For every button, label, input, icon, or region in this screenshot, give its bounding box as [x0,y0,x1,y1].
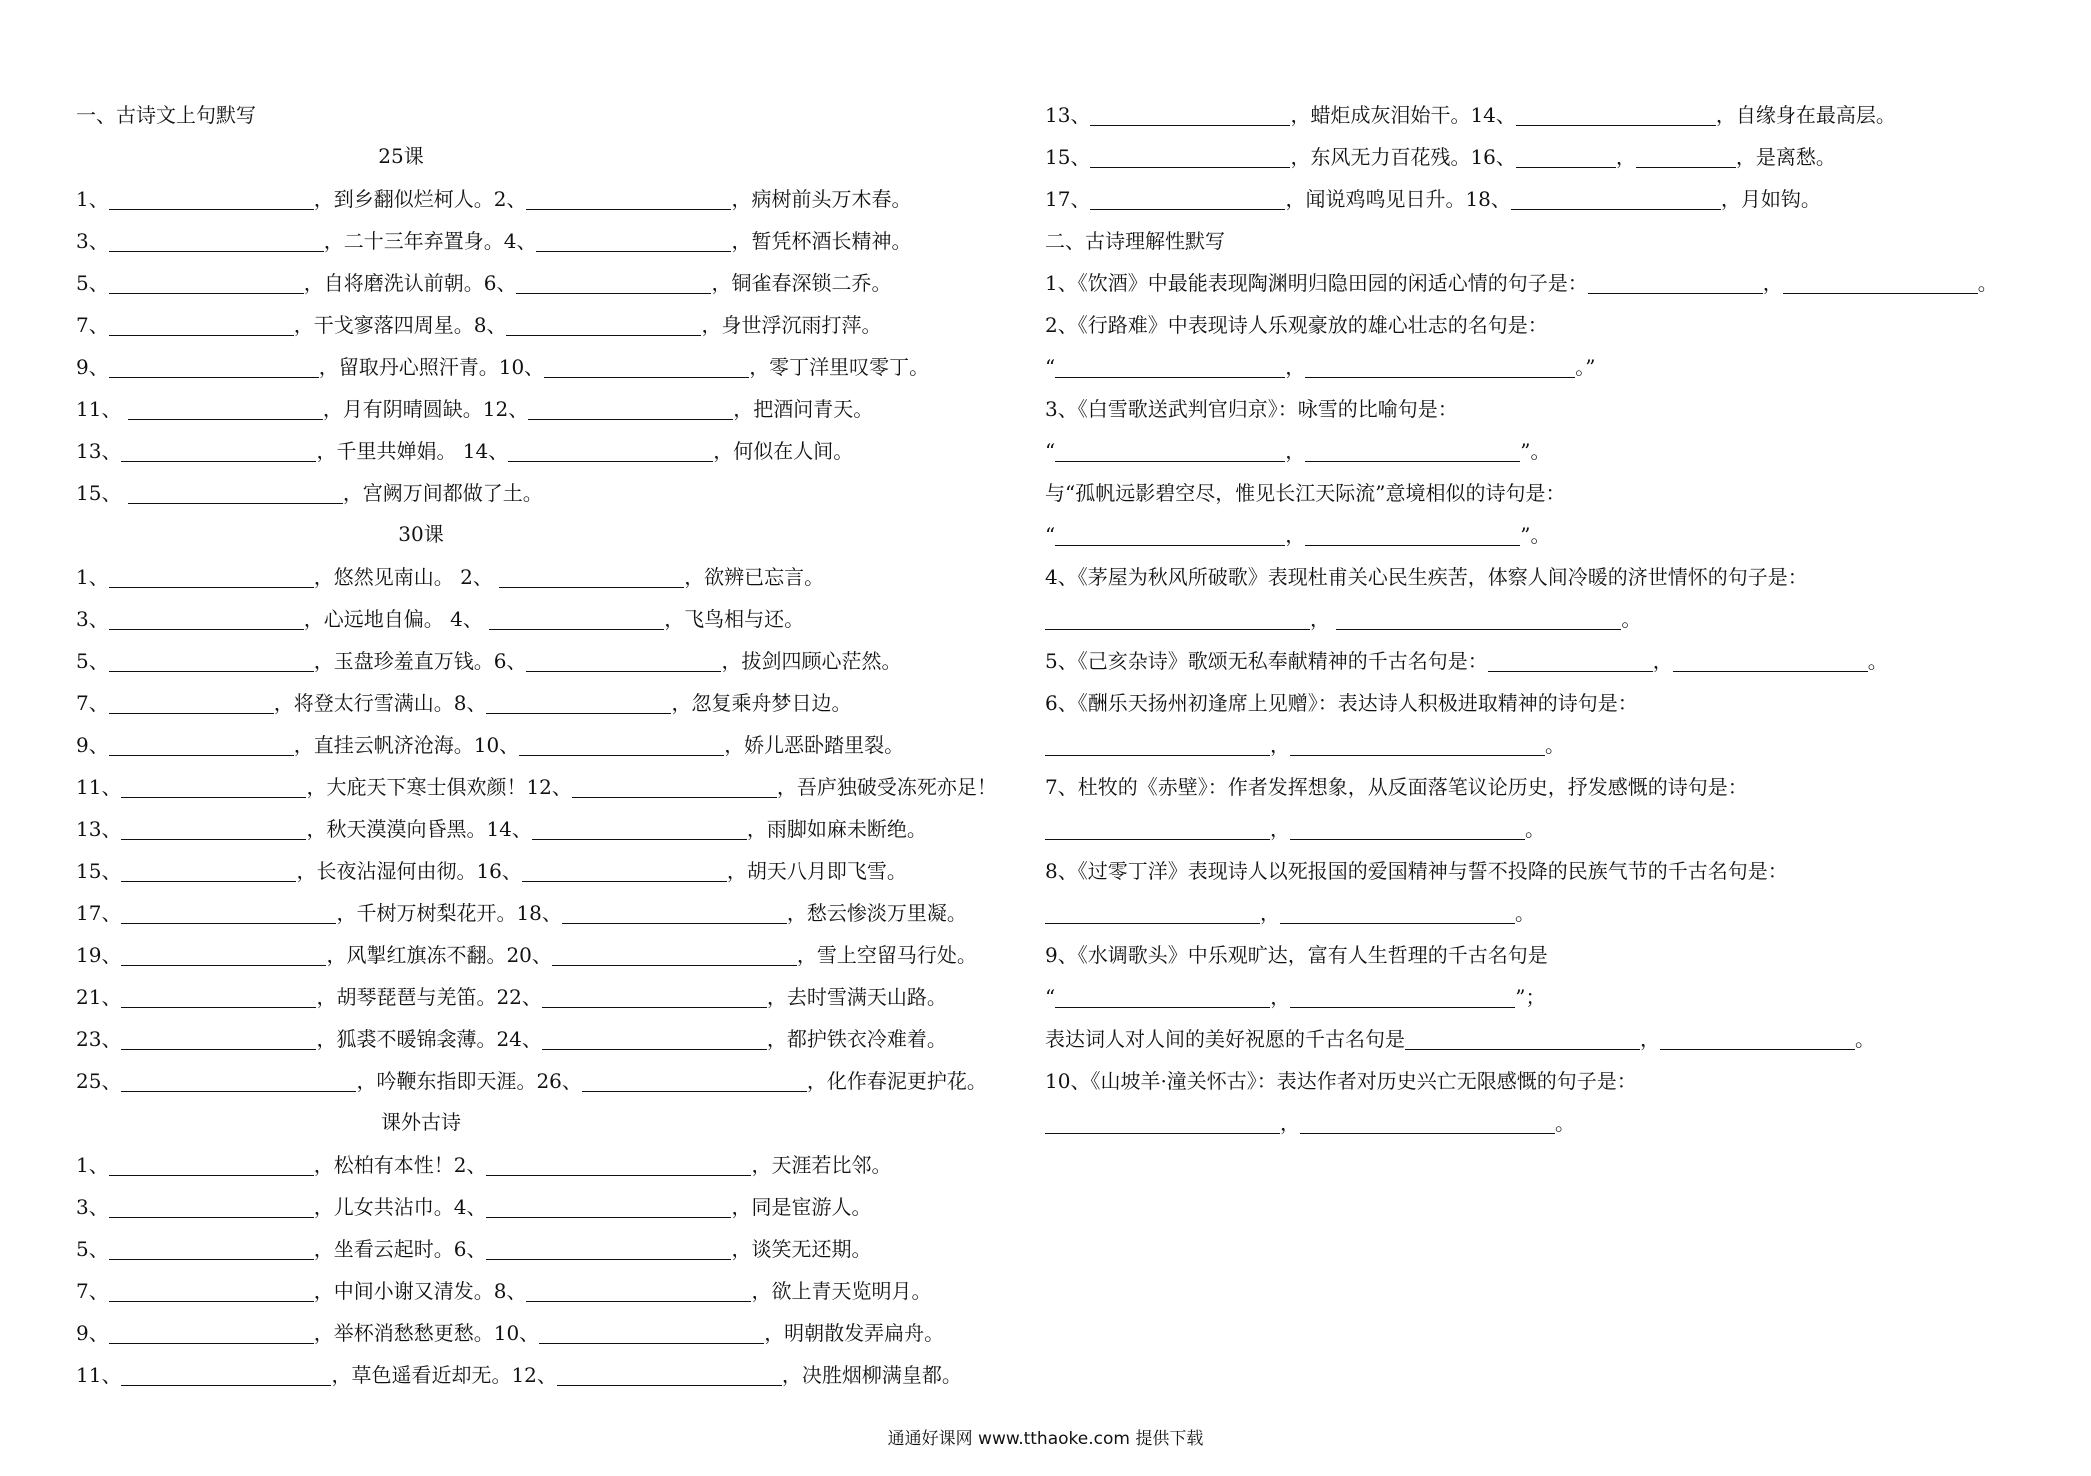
line-text: ， [1280,1111,1300,1135]
answer-blank[interactable] [1090,147,1290,168]
line-text: ，欲上青天览明月。 [751,1279,932,1303]
answer-blank[interactable] [109,1323,314,1344]
line-text: ，身世浮沉雨打萍。 [701,313,882,337]
line-text: ，铜雀春深锁二乔。 [711,271,892,295]
line-text: 9、 [76,1321,109,1345]
left-line-3 [76,270,891,296]
line-text: 3、《白雪歌送武判官归京》：咏雪的比喻句是： [1045,397,1458,421]
answer-blank[interactable] [1636,147,1736,168]
line-text: 3、 [76,229,109,253]
answer-blank[interactable] [109,1239,314,1260]
line-text: ，化作春泥更护花。 [806,1069,987,1093]
answer-blank[interactable] [121,819,306,840]
line-text: ，都护铁衣冷难着。 [766,1027,947,1051]
right-line-21 [1045,984,1545,1010]
line-text: ，草色遥看近却无。12、 [331,1363,557,1387]
line-text: ，狐裘不暖锦衾薄。24、 [316,1027,542,1051]
answer-blank[interactable] [121,903,336,924]
line-text: ， [1762,271,1783,295]
line-text: 5、 [76,271,109,295]
line-text: ，干戈寥落四周星。8、 [293,313,507,337]
right-line-5 [1045,312,1548,338]
answer-blank[interactable] [516,273,711,294]
line-text: 4、《茅屋为秋风所破歌》表现杜甫关心民生疾苦，体察人间冷暖的济世情怀的句子是： [1045,565,1808,589]
line-text: ，飞鸟相与还。 [664,607,805,631]
line-text: ，直挂云帆济沧海。10、 [293,733,520,757]
line-text: ， [1270,985,1291,1009]
answer-blank[interactable] [1290,735,1545,756]
answer-blank[interactable] [109,567,314,588]
answer-blank[interactable] [526,1281,751,1302]
left-line-23 [76,1194,871,1220]
line-text: “ [1045,355,1056,379]
line-text: ，中间小谢又清发。8、 [313,1279,527,1303]
answer-blank[interactable] [486,693,671,714]
line-text: 17、 [1045,187,1091,211]
right-line-15 [1045,732,1565,758]
line-text: ， [1270,733,1290,757]
right-line-11 [1045,564,1808,590]
answer-blank[interactable] [1055,441,1285,462]
line-text: ，二十三年弃置身。4、 [323,229,537,253]
right-line-24 [1045,1110,1575,1136]
line-text: 2、《行路难》中表现诗人乐观豪放的雄心壮志的名句是： [1045,313,1548,337]
line-text: ，暂凭杯酒长精神。 [731,229,912,253]
answer-blank[interactable] [1516,147,1616,168]
answer-blank[interactable] [109,1197,314,1218]
line-text: ，到乡翻似烂柯人。2、 [313,187,527,211]
left-line-13 [76,732,904,758]
line-text: ，心远地自偏。 4、 [303,607,490,631]
line-text: ，病树前头万木春。 [731,187,912,211]
line-text: ”。 [1520,523,1551,547]
answer-blank[interactable] [542,987,767,1008]
right-line-14 [1045,690,1638,716]
line-text: ，何似在人间。 [713,439,854,463]
line-text: 。 [1867,649,1888,673]
left-line-11 [76,648,901,674]
line-text: 11、 [76,1363,122,1387]
line-text: ， [1285,355,1306,379]
line-text: 15、 [76,481,128,505]
line-text: 1、 [76,565,109,589]
group-30-title: 30课 [398,522,444,546]
answer-blank[interactable] [522,861,727,882]
line-text: ，忽复乘舟梦日边。 [671,691,852,715]
line-text: ， [1615,145,1636,169]
right-line-10 [1045,522,1550,548]
line-text: 25、 [76,1069,122,1093]
line-text: 。 [1855,1027,1875,1051]
line-text: ，是离愁。 [1735,145,1836,169]
line-text: 7、 [76,313,109,337]
line-text: 9、 [76,355,109,379]
answer-blank[interactable] [1290,819,1525,840]
left-line-6 [76,396,873,422]
answer-blank[interactable] [109,1281,314,1302]
line-text: ，东风无力百花残。16、 [1290,145,1516,169]
answer-blank[interactable] [582,1071,807,1092]
line-text: 13、 [76,817,122,841]
answer-blank[interactable] [562,903,787,924]
answer-blank[interactable] [1336,609,1621,630]
right-line-1 [1045,102,1896,128]
line-text: ，玉盘珍羞直万钱。6、 [313,649,527,673]
answer-blank[interactable] [528,399,733,420]
answer-blank[interactable] [526,189,731,210]
line-text: ，去时雪满天山路。 [766,985,947,1009]
line-text: 1、 [76,187,109,211]
line-text: ，拔剑四顾心茫然。 [721,649,902,673]
line-text: 7、杜牧的《赤壁》：作者发挥想象，从反面落笔议论历史，抒发感慨的诗句是： [1045,775,1748,799]
line-text: 15、 [76,859,122,883]
line-text: ， [1310,607,1337,631]
right-line-6 [1045,354,1595,380]
answer-blank[interactable] [128,483,343,504]
left-line-12 [76,690,851,716]
line-text: 21、 [76,985,122,1009]
answer-blank[interactable] [539,1323,764,1344]
answer-blank[interactable] [519,735,724,756]
line-text: 13、 [1045,103,1091,127]
line-text: 15、 [1045,145,1091,169]
line-text: ，吾庐独破受冻死亦足！ [776,775,997,799]
right-line-9 [1045,480,1565,506]
left-line-16 [76,858,907,884]
answer-blank[interactable] [121,441,316,462]
line-text: 。 [1977,271,1998,295]
line-text: ，欲辨已忘言。 [684,565,825,589]
line-text: 9、《水调歌头》中乐观旷达，富有人生哲理的千古名句是 [1045,943,1548,967]
answer-blank[interactable] [1090,189,1285,210]
answer-blank[interactable] [552,945,797,966]
left-line-8 [76,480,543,506]
line-text: ，坐看云起时。6、 [313,1237,487,1261]
line-text: 11、 [76,397,128,421]
line-text: 7、 [76,1279,109,1303]
answer-blank[interactable] [1045,903,1260,924]
section-1-title: 一、古诗文上句默写 [76,103,256,127]
answer-blank[interactable] [1588,273,1763,294]
line-text: ， [1285,523,1306,547]
line-text: 23、 [76,1027,122,1051]
answer-blank[interactable] [1045,1113,1280,1134]
answer-blank[interactable] [1045,609,1310,630]
answer-blank[interactable] [1305,357,1575,378]
line-text: “ [1045,439,1056,463]
line-text: “ [1045,523,1056,547]
line-text: 19、 [76,943,122,967]
answer-blank[interactable] [1090,105,1290,126]
line-text: ，谈笑无还期。 [731,1237,872,1261]
answer-blank[interactable] [121,987,316,1008]
left-line-20 [76,1026,947,1052]
line-text: ，决胜烟柳满皇都。 [781,1363,962,1387]
left-line-26 [76,1320,944,1346]
line-text: ，宫阙万间都做了土。 [342,481,543,505]
left-line-5 [76,354,929,380]
answer-blank[interactable] [109,735,294,756]
answer-blank[interactable] [1045,735,1270,756]
answer-blank[interactable] [109,315,294,336]
line-text: 3、 [76,607,109,631]
answer-blank[interactable] [499,567,684,588]
right-line-16 [1045,774,1748,800]
line-text: 3、 [76,1195,109,1219]
right-line-23 [1045,1068,1637,1094]
line-text: 1、 [76,1153,109,1177]
left-line-19 [76,984,947,1010]
left-line-1 [76,186,911,212]
answer-blank[interactable] [1055,525,1285,546]
line-text: ，雪上空留马行处。 [796,943,977,967]
line-text: 13、 [76,439,122,463]
right-line-17 [1045,816,1545,842]
answer-blank[interactable] [506,315,701,336]
line-text: 5、 [76,1237,109,1261]
line-text: ，大庇天下寒士俱欢颜！12、 [306,775,572,799]
right-line-19 [1045,900,1535,926]
line-text: ，零丁洋里叹零丁。 [749,355,930,379]
right-line-2 [1045,144,1836,170]
answer-blank[interactable] [1055,987,1270,1008]
left-line-2 [76,228,911,254]
line-text: ，吟鞭东指即天涯。26、 [356,1069,582,1093]
line-text: 。 [1555,1111,1575,1135]
line-text: ， [1270,817,1290,841]
right-line-20 [1045,942,1548,968]
answer-blank[interactable] [109,609,304,630]
line-text: 5、 [76,649,109,673]
group-extra-title: 课外古诗 [381,1110,461,1134]
left-line-4 [76,312,881,338]
line-text: “ [1045,985,1056,1009]
line-text: 表达词人对人间的美好祝愿的千古名句是 [1045,1027,1405,1051]
answer-blank[interactable] [1290,987,1515,1008]
line-text: ，长夜沾湿何由彻。16、 [296,859,522,883]
answer-blank[interactable] [1045,819,1270,840]
line-text: ，秋天漠漠向昏黑。14、 [306,817,532,841]
line-text: 11、 [76,775,122,799]
line-text: ，把酒问青天。 [733,397,874,421]
line-text: ， [1640,1027,1660,1051]
line-text: ，自缘身在最高层。 [1715,103,1896,127]
answer-blank[interactable] [532,819,747,840]
answer-blank[interactable] [572,777,777,798]
answer-blank[interactable] [1516,105,1716,126]
answer-blank[interactable] [109,189,314,210]
left-line-15 [76,816,927,842]
answer-blank[interactable] [486,1197,731,1218]
line-text: 6、《酬乐天扬州初逢席上见赠》：表达诗人积极进取精神的诗句是： [1045,691,1638,715]
answer-blank[interactable] [526,651,721,672]
answer-blank[interactable] [1305,525,1520,546]
answer-blank[interactable] [1673,651,1868,672]
line-text: ，千树万树梨花开。18、 [336,901,562,925]
answer-blank[interactable] [1783,273,1978,294]
right-line-8 [1045,438,1550,464]
left-line-25 [76,1278,931,1304]
answer-blank[interactable] [544,357,749,378]
answer-blank[interactable] [1305,441,1520,462]
answer-blank[interactable] [1405,1029,1640,1050]
right-line-12 [1045,606,1641,632]
right-line-3 [1045,186,1821,212]
answer-blank[interactable] [109,273,304,294]
answer-blank[interactable] [121,1071,356,1092]
answer-blank[interactable] [1488,651,1653,672]
left-line-7 [76,438,853,464]
line-text: ，胡天八月即飞雪。 [726,859,907,883]
answer-blank[interactable] [109,1155,314,1176]
answer-blank[interactable] [121,1365,331,1386]
line-text: 17、 [76,901,122,925]
line-text: ，愁云惨淡万里凝。 [786,901,967,925]
left-line-21 [76,1068,987,1094]
line-text: 9、 [76,733,109,757]
footer-credit: 通通好课网 www.tthaoke.com 提供下载 [887,1429,1204,1449]
line-text: 与“孤帆远影碧空尽，惟见长江天际流”意境相似的诗句是： [1045,481,1566,505]
answer-blank[interactable] [109,231,324,252]
line-text: ，将登太行雪满山。8、 [273,691,487,715]
line-text: ，蜡炬成灰泪始干。14、 [1290,103,1516,127]
left-line-14 [76,774,997,800]
left-line-9 [76,564,824,590]
line-text: 7、 [76,691,109,715]
right-line-22 [1045,1026,1875,1052]
answer-blank[interactable] [536,231,731,252]
answer-blank[interactable] [109,693,274,714]
line-text: 。 [1621,607,1642,631]
answer-blank[interactable] [109,357,319,378]
line-text: ，举杯消愁愁更愁。10、 [313,1321,540,1345]
line-text: ，千里共婵娟。 14、 [316,439,509,463]
line-text: ，月有阴晴圆缺。12、 [322,397,529,421]
line-text: 5、《己亥杂诗》歌颂无私奉献精神的千古名句是： [1045,649,1488,673]
line-text: ，娇儿恶卧踏里裂。 [724,733,905,757]
answer-blank[interactable] [557,1365,782,1386]
answer-blank[interactable] [1055,357,1285,378]
answer-blank[interactable] [1511,189,1721,210]
line-text: ，明朝散发弄扁舟。 [764,1321,945,1345]
left-line-24 [76,1236,871,1262]
answer-blank[interactable] [508,441,713,462]
answer-blank[interactable] [1280,903,1515,924]
left-line-17 [76,900,967,926]
answer-blank[interactable] [128,399,323,420]
line-text: ，胡琴琵琶与羌笛。22、 [316,985,542,1009]
line-text: ”。 [1520,439,1551,463]
line-text: ，天涯若比邻。 [751,1153,892,1177]
line-text: 。 [1525,817,1545,841]
line-text: ，风掣红旗冻不翻。20、 [326,943,552,967]
answer-blank[interactable] [121,1029,316,1050]
section-2-title: 二、古诗理解性默写 [1045,229,1225,253]
line-text: ， [1260,901,1280,925]
left-line-18 [76,942,977,968]
answer-blank[interactable] [121,861,296,882]
answer-blank[interactable] [486,1239,731,1260]
line-text: 。 [1515,901,1535,925]
line-text: ，同是宦游人。 [731,1195,872,1219]
left-line-10 [76,606,804,632]
answer-blank[interactable] [1660,1029,1855,1050]
line-text: ， [1652,649,1673,673]
line-text: ，月如钩。 [1720,187,1821,211]
line-text: 。 [1545,733,1565,757]
line-text: ，留取丹心照汗青。10、 [318,355,545,379]
line-text: ，悠然见南山。 2、 [313,565,500,589]
line-text: ，雨脚如麻未断绝。 [746,817,927,841]
right-line-4 [1045,270,1998,296]
right-line-7 [1045,396,1458,422]
line-text: ，自将磨洗认前朝。6、 [303,271,517,295]
line-text: 。” [1575,355,1596,379]
right-line-13 [1045,648,1888,674]
answer-blank[interactable] [489,609,664,630]
answer-blank[interactable] [1300,1113,1555,1134]
answer-blank[interactable] [109,651,314,672]
line-text: ， [1285,439,1306,463]
line-text: 1、《饮酒》中最能表现陶渊明归隐田园的闲适心情的句子是： [1045,271,1588,295]
answer-blank[interactable] [542,1029,767,1050]
line-text: ，闻说鸡鸣见日升。18、 [1285,187,1511,211]
line-text: ，松柏有本性！2、 [313,1153,487,1177]
line-text: ”； [1515,985,1546,1009]
line-text: 8、《过零丁洋》表现诗人以死报国的爱国精神与誓不投降的民族气节的千古名句是： [1045,859,1788,883]
answer-blank[interactable] [486,1155,751,1176]
line-text: 10、《山坡羊·潼关怀古》：表达作者对历史兴亡无限感慨的句子是： [1045,1069,1637,1093]
answer-blank[interactable] [121,777,306,798]
left-line-22 [76,1152,891,1178]
answer-blank[interactable] [121,945,326,966]
line-text: ，儿女共沾巾。4、 [313,1195,487,1219]
left-line-27 [76,1362,962,1388]
group-25-title: 25课 [378,144,424,168]
right-line-18 [1045,858,1788,884]
